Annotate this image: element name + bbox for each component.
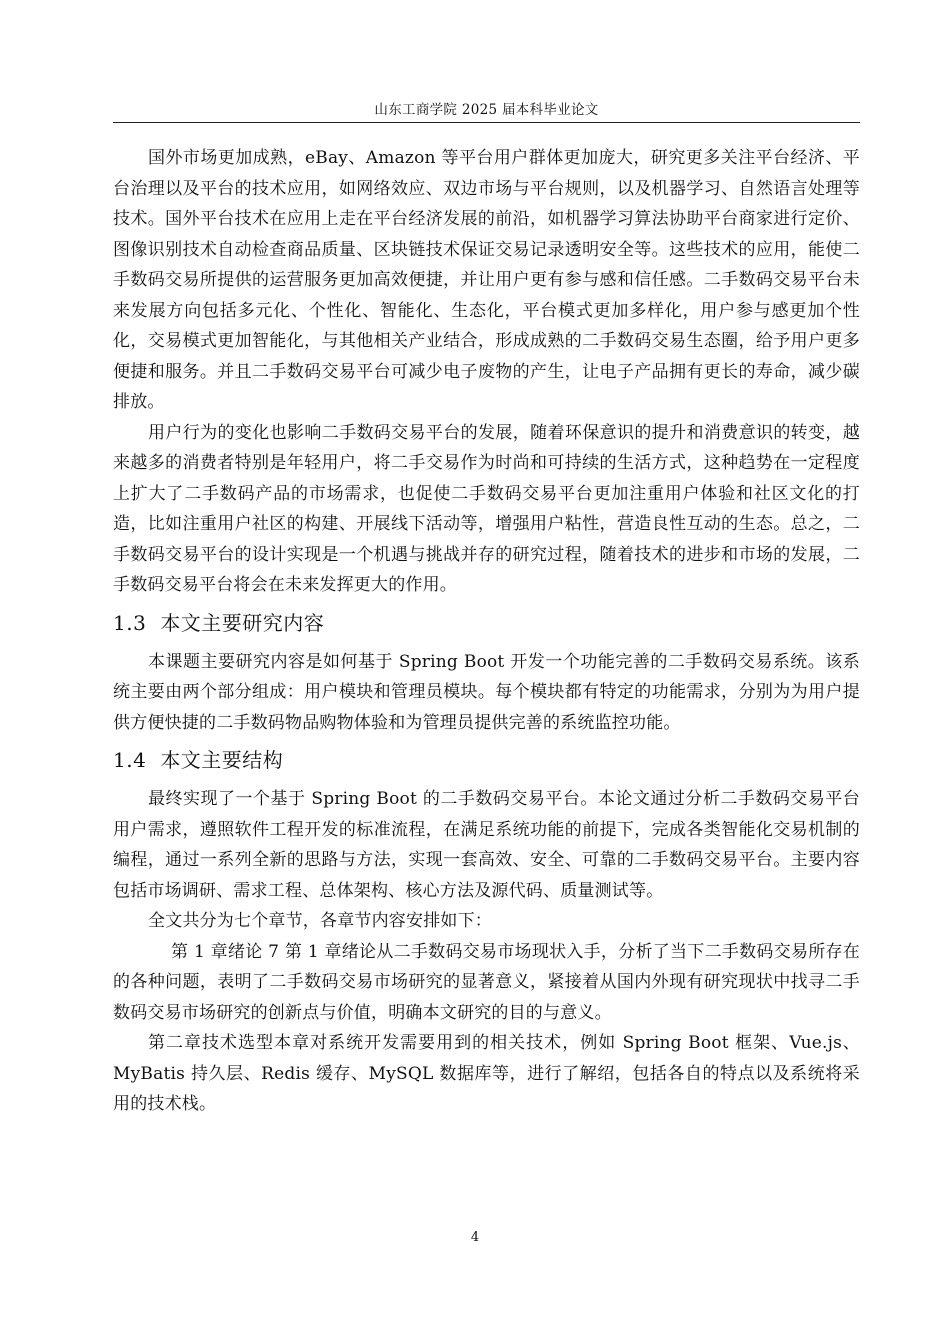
body-paragraph: 第 1 章绪论 7 第 1 章绪论从二手数码交易市场现状入手，分析了当下二手数码交易所存在的各种问题，表明了二手数码交易市场研究的显著意义，紧接着从国内外现有研究现状中找寻二手数码交易市场研究的创新点与价值，明确本文研究的目的与意义。 [113,941,860,1023]
page-number: 4 [470,1230,480,1245]
page-header [113,100,860,123]
body-paragraph: 全文共分为七个章节，各章节内容安排如下： [148,911,492,931]
body-paragraph: 最终实现了一个基于 Spring Boot 的二手数码交易平台。本论文通过分析二手数码交易平台用户需求，遵照软件工程开发的标准流程，在满足系统功能的前提下，完成各类智能化交易机制的编程，通过一系列全新的思路与方法，实现一套高效、安全、可靠的二手数码交易平台。主要内容包括市场调研、需求工程、总体架构、核心方法及源代码、质量测试等。 [113,789,860,901]
section-number: 1.4 [113,748,147,772]
body-paragraph: 本课题主要研究内容是如何基于 Spring Boot 开发一个功能完善的二手数码交易系统。该系统主要由两个部分组成：用户模块和管理员模块。每个模块都有特定的功能需求，分别为为用户提供方便快捷的二手数码物品购物体验和为管理员提供完善的系统监控功能。 [113,651,860,733]
section-title: 本文主要结构 [160,748,284,772]
document-body [113,143,860,1120]
section-heading-1-4 [113,744,860,776]
section-heading-1-3 [113,607,860,639]
body-paragraph: 国外市场更加成熟，eBay、Amazon 等平台用户群体更加庞大，研究更多关注平台经济、平台治理以及平台的技术应用，如网络效应、双边市场与平台规则，以及机器学习、自然语言处理等技术。国外平台技术在应用上走在平台经济发展的前沿，如机器学习算法协助平台商家进行定价、图像识别技术自动检查商品质量、区块链技术保证交易记录透明安全等。这些技术的应用，能使二手数码交易所提供的运营服务更加高效便捷，并让用户更有参与感和信任感。二手数码交易平台未来发展方向包括多元化、个性化、智能化、生态化，平台模式更加多样化，用户参与感更加个性化，交易模式更加智能化，与其他相关产业结合，形成成熟的二手数码交易生态圈，给予用户更多便捷和服务。并且二手数码交易平台可减少电子废物的产生，让电子产品拥有更长的寿命，减少碳排放。 [113,148,860,412]
body-paragraph: 第二章技术选型本章对系统开发需要用到的相关技术，例如 Spring Boot 框架、Vue.js、MyBatis 持久层、Redis 缓存、MySQL 数据库等，进行了解绍，包括各自的特点以及系统将采用的技术栈。 [113,1033,860,1114]
section-number: 1.3 [113,610,147,635]
header-title: 山东工商学院 2025 届本科毕业论文 [374,102,599,118]
section-title: 本文主要研究内容 [160,610,325,635]
body-paragraph: 用户行为的变化也影响二手数码交易平台的发展，随着环保意识的提升和消费意识的转变，越来越多的消费者特别是年轻用户，将二手交易作为时尚和可持续的生活方式，这种趋势在一定程度上扩大了二手数码产品的市场需求，也促使二手数码交易平台更加注重用户体验和社区文化的打造，比如注重用户社区的构建、开展线下活动等，增强用户粘性，营造良性互动的生态。总之，二手数码交易平台的设计实现是一个机遇与挑战并存的研究过程，随着技术的进步和市场的发展，二手数码交易平台将会在未来发挥更大的作用。 [113,422,860,595]
